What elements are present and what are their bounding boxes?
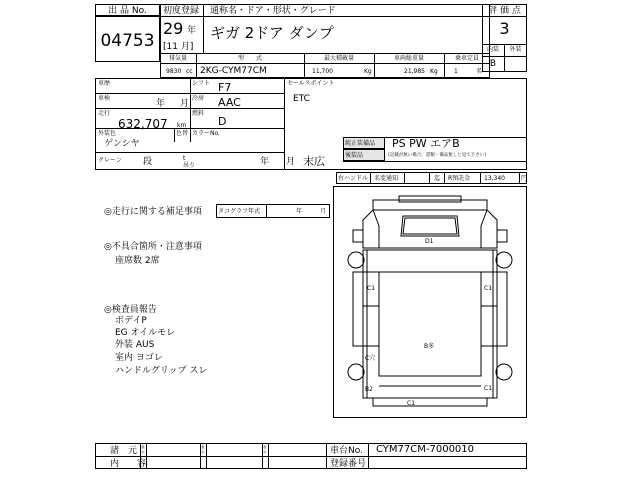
mark-c1-rear-right: C1 xyxy=(484,385,493,392)
crane-end: 末広 xyxy=(303,155,325,168)
interior-label: 内装 xyxy=(486,46,499,53)
gross-weight-unit: Kg xyxy=(430,68,438,75)
max-load: 11,700 xyxy=(312,68,333,75)
crane-month-unit: 月 xyxy=(286,157,296,167)
report-line-3: 外装 AUS xyxy=(115,340,155,350)
small-label-2: 表示 xyxy=(201,445,205,454)
chassis-number: CYM77CM-7000010 xyxy=(376,444,475,455)
mileage-value: 632,707 xyxy=(118,117,168,131)
exterior-color-value: ゲンシヤ xyxy=(104,139,140,149)
recycle-value: 13,340 xyxy=(484,175,505,182)
model-type: 2KG-CYM77CM xyxy=(200,66,267,76)
max-load-unit: Kg xyxy=(364,68,372,75)
after-note: (記載が無い場合、書類・備品無しと見て下さい) xyxy=(388,153,487,158)
crane-year-unit: 年 xyxy=(260,157,270,167)
defect-title: ◎不具合箇所・注意事項 xyxy=(104,242,202,252)
name-change-field xyxy=(404,172,430,184)
rating-value: 3 xyxy=(499,19,510,38)
truck-diagram xyxy=(333,186,527,418)
displacement-label: 排気量 xyxy=(168,55,187,62)
capacity-label: 乗車定員 xyxy=(454,55,479,62)
first-reg-month: [11 月] xyxy=(163,42,194,52)
km-unit: km xyxy=(177,122,187,129)
mark-c1-left: C1 xyxy=(367,285,376,292)
small-label-1: 表示 xyxy=(141,445,145,454)
deadline-label: 迄 xyxy=(434,175,441,182)
car-history-label: 車歴 xyxy=(98,80,111,87)
tachograph-label: タコグラフ年式 xyxy=(218,208,261,215)
recycle-label: R預託金 xyxy=(448,175,471,182)
inspector-title: ◎検査員報告 xyxy=(104,305,157,315)
inspection-month-unit: 月 xyxy=(180,99,190,109)
tachograph-year-unit: 年 xyxy=(296,208,303,215)
yen-unit: 円 xyxy=(521,175,528,182)
chassis-label: 車台No. xyxy=(330,446,363,456)
fuel-label: 燃料 xyxy=(192,110,205,117)
exterior-color-label: 外装色 xyxy=(98,130,117,137)
report-line-4: 室内 ヨゴレ xyxy=(115,353,163,363)
sales-point-value: ETC xyxy=(293,94,310,104)
inspection-label: 車検 xyxy=(98,95,111,102)
mark-d1: D1 xyxy=(425,238,434,245)
first-reg-label: 初度登録 xyxy=(163,6,200,16)
mark-b2: B2 xyxy=(365,386,373,393)
mark-c-hole: C穴 xyxy=(365,355,376,362)
rating-label: 評 価 点 xyxy=(488,6,521,16)
gross-weight: 21,985 xyxy=(404,68,425,75)
interior-grade: B xyxy=(489,59,497,69)
vehicle-name-label: 通称名・ドア・形状・グレード xyxy=(210,6,336,16)
right-handle-label: 右ハンドル xyxy=(338,175,369,182)
sales-point-label: セールスポイント xyxy=(287,80,335,87)
equip-label: 純正装備品 xyxy=(345,140,376,147)
vehicle-name: ギガ 2ドア ダンプ xyxy=(210,24,334,42)
defect-note: 座席数 2席 xyxy=(115,256,160,266)
ac-label: 冷房 xyxy=(192,95,205,102)
capacity-unit: 名 xyxy=(476,68,483,75)
crane-ton-unit: t 吊り xyxy=(183,155,196,169)
mark-c1-bottom: C1 xyxy=(407,400,416,407)
first-reg-year: 29 xyxy=(163,19,184,38)
fuel-value: D xyxy=(218,115,227,128)
inspection-year-unit: 年 xyxy=(156,99,166,109)
tachograph-month-unit: 月 xyxy=(320,208,327,215)
lot-label-cell xyxy=(95,4,160,16)
first-reg-year-unit: 年 xyxy=(187,26,197,36)
name-change-label: 名変通知 xyxy=(374,175,399,182)
capacity-value: 1 xyxy=(454,68,458,75)
report-line-2: EG オイルモレ xyxy=(115,328,176,338)
invoice-label: 諸 元 xyxy=(110,446,138,456)
report-line-1: ボデイP xyxy=(115,316,147,326)
registration-label: 登録番号 xyxy=(330,459,367,469)
cc-unit: cc xyxy=(186,68,193,75)
displacement-value: 9830 xyxy=(166,68,182,75)
shift-value: F7 xyxy=(218,81,232,94)
equip-value: PS PW エアB xyxy=(392,137,460,150)
shift-label: シフト xyxy=(192,80,211,87)
lot-number-cell xyxy=(95,16,160,62)
lot-number: 04753 xyxy=(100,31,155,51)
type-label: 型 式 xyxy=(237,55,262,62)
color-change-label: 色替 xyxy=(176,130,189,137)
ac-value: AAC xyxy=(218,96,241,109)
report-line-5: ハンドルグリップ スレ xyxy=(115,366,208,376)
mark-b-many: B多 xyxy=(424,343,435,350)
crane-stage-unit: 段 xyxy=(143,157,153,167)
contents-label: 内 容 xyxy=(110,459,147,469)
exterior-label: 外装 xyxy=(509,46,522,53)
lot-label: 出 品 No. xyxy=(108,6,147,16)
mark-c1-right: C1 xyxy=(484,285,493,292)
after-label: 後装品 xyxy=(345,152,364,159)
weight-label: 車両総重量 xyxy=(393,55,424,62)
load-label: 最大積載量 xyxy=(323,55,354,62)
driving-notes-title: ◎走行に関する補足事項 xyxy=(104,207,202,217)
crane-label: クレーン xyxy=(98,157,122,164)
mileage-label: 走行 xyxy=(98,110,111,117)
small-label-3: 表示 xyxy=(263,445,267,454)
color-no-label: カラーNo. xyxy=(192,130,220,137)
